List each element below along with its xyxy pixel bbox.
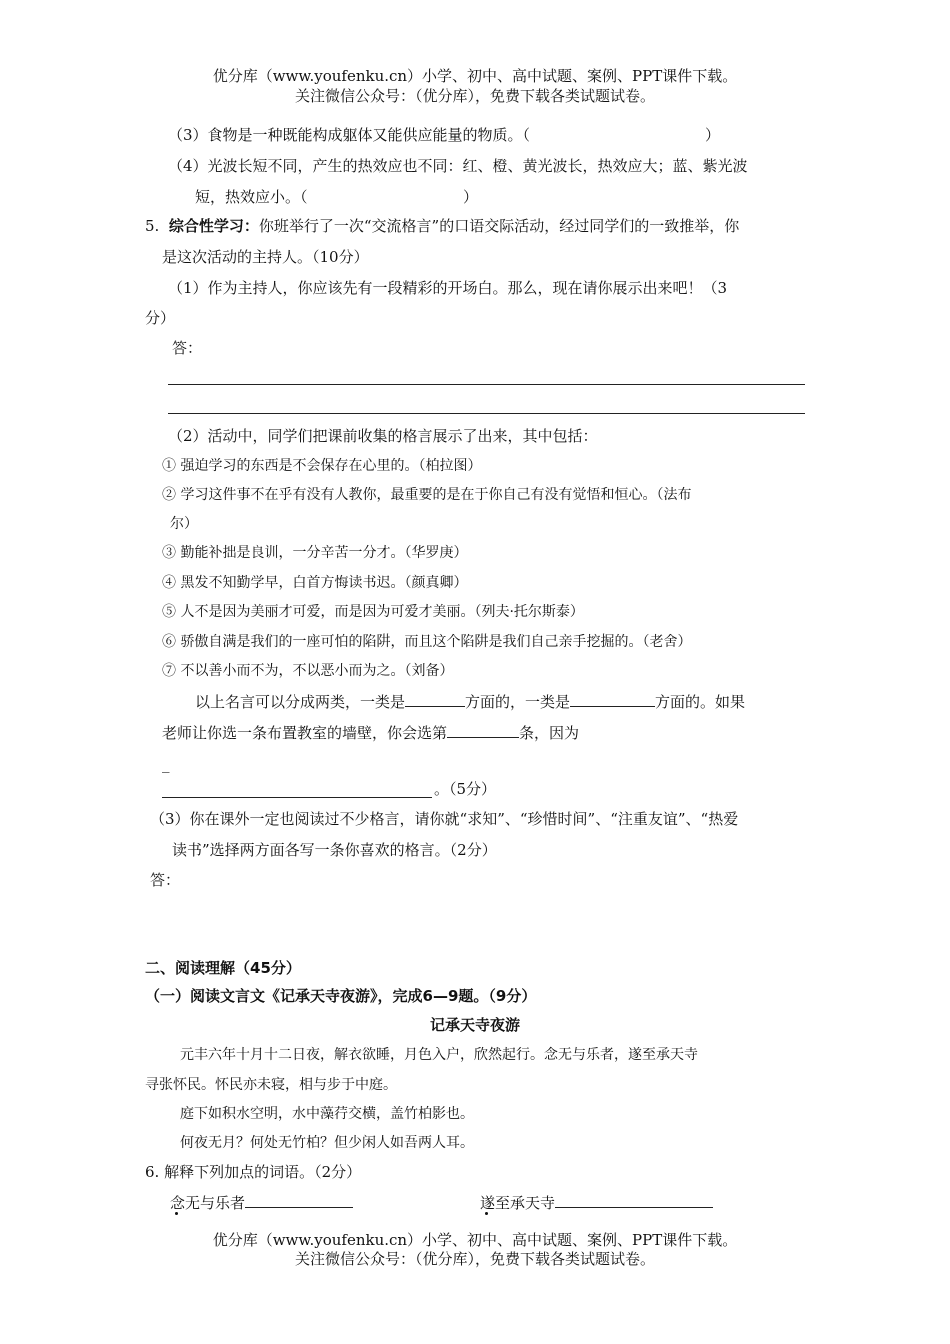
q5-sub2-intro: （2）活动中，同学们把课前收集的格言展示了出来，其中包括： — [168, 427, 598, 445]
q5-sub3-line-2: 读书”选择两方面各写一条你喜欢的格言。（2分） — [172, 841, 497, 859]
q6-item-1 — [170, 1191, 353, 1213]
poem-para-1-line-1: 元丰六年十月十二日夜，解衣欲睡，月色入户，欣然起行。念无与乐者，遂至承天寺 — [180, 1047, 698, 1063]
q5-sub3-line-1: （3）你在课外一定也阅读过不少格言，请你就“求知”、“珍惜时间”、“注重友谊”、“热爱 — [150, 810, 739, 828]
q5-bold-label: 综合性学习： — [168, 217, 259, 235]
section-2-title: 二、阅读理解（45分） — [145, 959, 301, 977]
q6-word-2: 遂至承天寺 — [480, 1194, 556, 1212]
fill-line-1 — [195, 690, 745, 712]
quote-3: ③ 勤能补拙是良训，一分辛苦一分才。（华罗庚） — [162, 545, 468, 561]
part-1-title: （一）阅读文言文《记承天寺夜游》，完成6—9题。（9分） — [145, 987, 537, 1005]
fill-text-a3: 方面的。如果 — [655, 693, 746, 711]
q5-intro-line-1 — [145, 216, 739, 236]
quote-2-cont: 尔） — [170, 516, 198, 532]
fill-text-a2: 方面的，一类是 — [465, 693, 571, 711]
emphasis-dot-1 — [175, 1212, 178, 1215]
answer-line-2 — [168, 413, 805, 414]
blank-category-2[interactable] — [570, 690, 655, 707]
quote-4: ④ 黑发不知勤学早，白首方悔读书迟。（颜真卿） — [162, 575, 468, 591]
q5-answer-label-2: 答： — [150, 871, 181, 889]
fill-line-2 — [162, 721, 579, 743]
fill-score: 。（5分） — [434, 780, 497, 798]
q6-prompt: 6. 解释下列加点的词语。（2分） — [145, 1163, 362, 1181]
blank-reason[interactable] — [162, 797, 432, 798]
fill-dash: _ — [162, 755, 170, 773]
q5-intro-text: 你班举行了一次“交流格言”的口语交际活动，经过同学们的一致推举，你 — [258, 217, 740, 235]
fill-text-b2: 条，因为 — [519, 724, 580, 742]
q6-item-2 — [480, 1191, 713, 1213]
emphasis-dot-2 — [485, 1212, 488, 1215]
q6-blank-1[interactable] — [245, 1191, 353, 1208]
quote-6: ⑥ 骄傲自满是我们的一座可怕的陷阱，而且这个陷阱是我们自己亲手挖掘的。（老舍） — [162, 634, 692, 650]
quote-2: ② 学习这件事不在乎有没有人教你，最重要的是在于你自己有没有觉悟和恒心。（法布 — [162, 487, 692, 503]
fill-text-a1: 以上名言可以分成两类，一类是 — [195, 693, 406, 711]
q5-sub1-line-1: （1）作为主持人，你应该先有一段精彩的开场白。那么，现在请你展示出来吧！（3 — [168, 279, 728, 297]
q5-intro-line-2: 是这次活动的主持人。（10分） — [162, 248, 369, 266]
judge-item-3-text: （3）食物是一种既能构成躯体又能供应能量的物质。（ — [168, 126, 531, 144]
judge-item-4-line-2: 短，热效应小。（ — [195, 188, 308, 206]
quote-7: ⑦ 不以善小而不为，不以恶小而为之。（刘备） — [162, 663, 454, 679]
quote-5: ⑤ 人不是因为美丽才可爱，而是因为可爱才美丽。（列夫·托尔斯泰） — [162, 604, 584, 620]
footer-line-2: 关注微信公众号：（优分库），免费下载各类试题试卷。 — [294, 1250, 655, 1268]
judge-item-3-close: ） — [705, 126, 721, 144]
q5-number: 5. — [145, 217, 160, 235]
header-line-1: 优分库（www.youfenku.cn）小学、初中、高中试题、案例、PPT课件下载。 — [212, 67, 738, 85]
poem-para-2: 庭下如积水空明，水中藻荇交横，盖竹柏影也。 — [180, 1106, 474, 1122]
judge-item-4-line-1: （4）光波长短不同，产生的热效应也不同：红、橙、黄光波长，热效应大；蓝、紫光波 — [168, 157, 748, 175]
judge-item-4-close: ） — [463, 188, 479, 206]
blank-choice[interactable] — [447, 721, 519, 738]
q5-sub1-line-2: 分） — [145, 309, 176, 327]
poem-para-3: 何夜无月？何处无竹柏？但少闲人如吾两人耳。 — [180, 1135, 474, 1151]
q5-answer-label: 答： — [172, 339, 203, 357]
fill-text-b1: 老师让你选一条布置教室的墙壁，你会选第 — [162, 724, 448, 742]
judge-item-3 — [168, 125, 530, 145]
poem-title: 记承天寺夜游 — [429, 1016, 520, 1034]
poem-para-1-line-2: 寻张怀民。怀民亦未寝，相与步于中庭。 — [145, 1077, 397, 1093]
q6-blank-2[interactable] — [555, 1191, 713, 1208]
q6-word-1: 念无与乐者 — [170, 1194, 246, 1212]
header-line-2: 关注微信公众号：（优分库），免费下载各类试题试卷。 — [294, 87, 655, 105]
blank-category-1[interactable] — [405, 690, 465, 707]
answer-line-1 — [168, 384, 805, 385]
quote-1: ① 强迫学习的东西是不会保存在心里的。（柏拉图） — [162, 458, 482, 474]
footer-line-1: 优分库（www.youfenku.cn）小学、初中、高中试题、案例、PPT课件下载。 — [212, 1231, 738, 1249]
